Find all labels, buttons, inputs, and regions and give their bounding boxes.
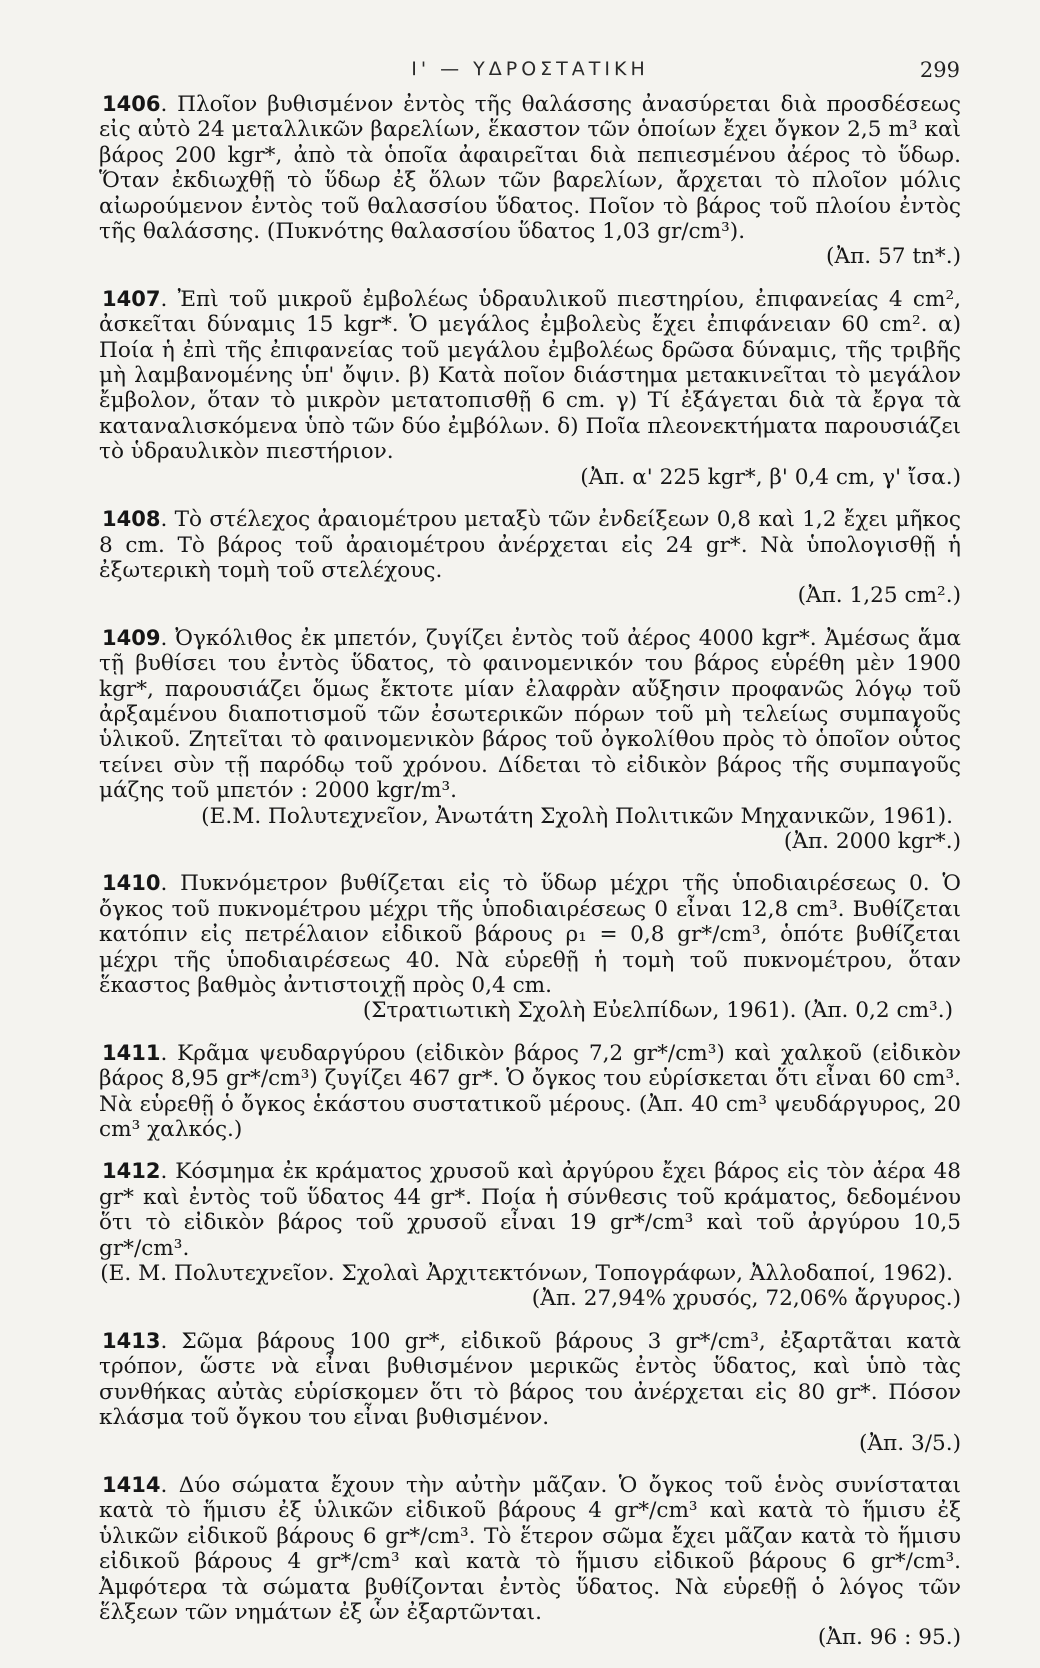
problem-text: 1410. Πυκνόμετρον βυθίζεται εἰς τὸ ὕδωρ μέχρι τῆς ὑποδιαιρέσεως 0. Ὁ ὄγκος τοῦ πυκνομέτρου μέχρι τῆς ὑποδιαιρέσεως 0 εἶναι 12,8 cm³. Βυθίζεται κατόπιν εἰς πετρέλαιον εἰδικοῦ βάρους ρ₁ = 0,8 gr*/cm³, ὁπότε βυθίζεται μέχρι τῆς ὑποδιαιρέσεως 40. Νὰ εὑρεθῇ ἡ τομὴ τοῦ πυκνομέτρου, ὅταν ἕκαστος βαθμὸς ἀντιστοιχῇ πρὸς 0,4 cm. — [99, 871, 961, 998]
answer: (Ἀπ. 2000 kgr*.) — [783, 828, 961, 854]
source-reference — [99, 998, 961, 1023]
problem-text: 1406. Πλοῖον βυθισμένον ἐντὸς τῆς θαλάσσης ἀνασύρεται διὰ προσδέσεως εἰς αὐτὸ 24 μεταλλικῶν βαρελίων, ἕκαστον τῶν ὁποίων ἔχει ὄγκον 2,5 m³ καὶ βάρος 200 kgr*, ἀπὸ τὰ ὁποῖα ἀφαιρεῖται διὰ πεπιεσμένου ἀέρος τὸ ὕδωρ. Ὅταν ἐκδιωχθῇ τὸ ὕδωρ ἐξ ὅλων τῶν βαρελίων, ἄρχεται τὸ πλοῖον μόλις αἰωρούμενον ἐντὸς τοῦ θαλασσίου ὕδατος. Ποῖον τὸ βάρος τοῦ πλοίου ἐντὸς τῆς θαλάσσης. (Πυκνότης θαλασσίου ὕδατος 1,03 gr/cm³). — [99, 92, 962, 245]
answer: (Ἀπ. 27,94% χρυσός, 72,06% ἄργυρος.) — [531, 1286, 961, 1312]
problem-number: 1408 — [102, 507, 161, 532]
problem-body: Κρᾶμα ψευδαργύρου (εἰδικὸν βάρος 7,2 gr*/cm³) καὶ χαλκοῦ (εἰδικὸν βάρος 8,95 gr*/cm³) ζυγίζει 467 gr*. Ὁ ὄγκος του εὑρίσκεται ὅτι εἶναι 60 cm³. Νὰ εὑρεθῇ ὁ ὄγκος ἑκάστου συστατικοῦ μέρους. — [99, 1040, 961, 1117]
answer: (Ἀπ. α' 225 kgr*, β' 0,4 cm, γ' ἴσα.) — [580, 464, 961, 490]
problem-1412 — [99, 1159, 961, 1311]
problem-number: 1407 — [102, 286, 161, 311]
problem-text: 1413. Σῶμα βάρους 100 gr*, εἰδικοῦ βάρους 3 gr*/cm³, ἐξαρτᾶται κατὰ τρόπον, ὥστε νὰ εἶναι βυθισμένον μερικῶς ἐντὸς ὕδατος, καὶ ὑπὸ τὰς συνθήκας αὐτὰς εὑρίσκομεν ὅτι τὸ βάρος του ἀνέρχεται εἰς 80 gr*. Πόσον κλάσμα τοῦ ὄγκου του εἶναι βυθισμένον. — [99, 1328, 961, 1431]
problem-text: 1409. Ὀγκόλιθος ἐκ μπετόν, ζυγίζει ἐντὸς τοῦ ἀέρος 4000 kgr*. Ἀμέσως ἅμα τῇ βυθίσει του ἐντὸς ὕδατος, τὸ φαινομενικόν του βάρος εὑρέθη μὲν 1900 kgr*, παρουσιάζει ὅμως ἔκτοτε μίαν ἐλαφρὰν αὔξησιν προφανῶς λόγῳ τοῦ ἀρξαμένου διαποτισμοῦ τῶν ἐσωτερικῶν πόρων τοῦ μὴ τελείως συμπαγοῦς ὑλικοῦ. Ζητεῖται τὸ φαινομενικὸν βάρος τοῦ ὀγκολίθου πρὸς τὸ ὁποῖον οὗτος τείνει σὺν τῇ παρόδῳ τοῦ χρόνου. Δίδεται τὸ εἰδικὸν βάρος τῆς συμπαγοῦς μάζης τοῦ μπετόν : 2000 kgr/m³. — [99, 625, 961, 804]
problem-1410 — [99, 871, 961, 1023]
problem-text: 1412. Κόσμημα ἐκ κράματος χρυσοῦ καὶ ἀργύρου ἔχει βάρος εἰς τὸν ἀέρα 48 gr* καὶ ἐντὸς τοῦ ὕδατος 44 gr*. Ποία ἡ σύνθεσις τοῦ κράματος, δεδομένου ὅτι τὸ εἰδικὸν βάρος τοῦ χρυσοῦ εἶναι 19 gr*/cm³ καὶ τοῦ ἀργύρου 10,5 gr*/cm³. — [99, 1159, 961, 1261]
problem-text: 1414. Δύο σώματα ἔχουν τὴν αὐτὴν μᾶζαν. Ὁ ὄγκος τοῦ ἑνὸς συνίσταται κατὰ τὸ ἥμισυ ἐξ ὑλικῶν εἰδικοῦ βάρους 4 gr*/cm³ καὶ κατὰ τὸ ἥμισυ ἐξ ὑλικῶν εἰδικοῦ βάρους 6 gr*/cm³. Τὸ ἕτερον σῶμα ἔχει μᾶζαν κατὰ τὸ ἥμισυ εἰδικοῦ βάρους 4 gr*/cm³ καὶ κατὰ τὸ ἥμισυ εἰδικοῦ βάρους 6 gr*/cm³. Ἀμφότερα τὰ σώματα βυθίζονται ἐντὸς ὕδατος. Νὰ εὑρεθῇ ὁ λόγος τῶν ἕλξεων τῶν νημάτων ἐξ ὧν ἐξαρτῶνται. — [99, 1472, 961, 1625]
page-body — [99, 92, 961, 1668]
problem-body: Κόσμημα ἐκ κράματος χρυσοῦ καὶ ἀργύρου ἔχει βάρος εἰς τὸν ἀέρα 48 gr* καὶ ἐντὸς τοῦ ὕδατος 44 gr*. Ποία ἡ σύνθεσις τοῦ κράματος, δεδομένου ὅτι τὸ εἰδικὸν βάρος τοῦ χρυσοῦ εἶναι 19 gr*/cm³ καὶ τοῦ ἀργύρου 10,5 gr*/cm³. — [99, 1159, 961, 1261]
source-reference: (Ε.Μ. Πολυτεχνεῖον, Ἀνωτάτη Σχολὴ Πολιτικῶν Μηχανικῶν, 1961). — [201, 803, 953, 829]
answer: (Ἀπ. 1,25 cm².) — [797, 583, 961, 609]
problem-body: Τὸ στέλεχος ἀραιομέτρου μεταξὺ τῶν ἐνδείξεων 0,8 καὶ 1,2 ἔχει μῆκος 8 cm. Τὸ βάρος τοῦ ἀραιομέτρου ἀνέρχεται εἰς 24 gr*. Νὰ ὑπολογισθῇ ἡ ἐξωτερικὴ τομὴ τοῦ στελέχους. — [99, 507, 961, 583]
problem-text: 1407. Ἐπὶ τοῦ μικροῦ ἐμβολέως ὑδραυλικοῦ πιεστηρίου, ἐπιφανείας 4 cm², ἀσκεῖται δύναμις 15 kgr*. Ὁ μεγάλος ἐμβολεὺς ἔχει ἐπιφάνειαν 60 cm². α) Ποία ἡ ἐπὶ τῆς ἐπιφανείας τοῦ μεγάλου ἐμβολέως δρῶσα δύναμις, τῆς τριβῆς μὴ λαμβανομένης ὑπ' ὄψιν. β) Κατὰ ποῖον διάστημα μετακινεῖται τὸ μεγάλον ἔμβολον, ὅταν τὸ μικρὸν μετατοπισθῇ 6 cm. γ) Τί ἐξάγεται διὰ τὰ ἔργα τὰ καταναλισκόμενα ὑπὸ τῶν δύο ἐμβόλων. δ) Ποῖα πλεονεκτήματα παρουσιάζει τὸ ὑδραυλικὸν πιεστήριον. — [99, 286, 961, 465]
problem-1409 — [99, 626, 961, 855]
answer: (Ἀπ. 40 cm³ ψευδάργυρος, 20 cm³ χαλκός.) — [99, 1091, 961, 1143]
problem-body: Σῶμα βάρους 100 gr*, εἰδικοῦ βάρους 3 gr*/cm³, ἐξαρτᾶται κατὰ τρόπον, ὥστε νὰ εἶναι βυθισμένον μερικῶς ἐντὸς ὕδατος, καὶ ὑπὸ τὰς συνθήκας αὐτὰς εὑρίσκομεν ὅτι τὸ βάρος του ἀνέρχεται εἰς 80 gr*. Πόσον κλάσμα τοῦ ὄγκου του εἶναι βυθισμένον. — [99, 1328, 961, 1431]
page-number: 299 — [919, 58, 960, 82]
problem-body: Ἐπὶ τοῦ μικροῦ ἐμβολέως ὑδραυλικοῦ πιεστηρίου, ἐπιφανείας 4 cm², ἀσκεῖται δύναμις 15 kgr*. Ὁ μεγάλος ἐμβολεὺς ἔχει ἐπιφάνειαν 60 cm². α) Ποία ἡ ἐπὶ τῆς ἐπιφανείας τοῦ μεγάλου ἐμβολέως δρῶσα δύναμις, τῆς τριβῆς μὴ λαμβανομένης ὑπ' ὄψιν. β) Κατὰ ποῖον διάστημα μετακινεῖται τὸ μεγάλον ἔμβολον, ὅταν τὸ μικρὸν μετατοπισθῇ 6 cm. γ) Τί ἐξάγεται διὰ τὰ ἔργα τὰ καταναλισκόμενα ὑπὸ τῶν δύο ἐμβόλων. δ) Ποῖα πλεονεκτήματα παρουσιάζει τὸ ὑδραυλικὸν πιεστήριον. — [99, 286, 961, 465]
problem-1408 — [99, 507, 961, 609]
problem-number: 1409 — [102, 625, 161, 650]
answer: (Ἀπ. 0,2 cm³.) — [803, 998, 953, 1024]
problem-body: Δύο σώματα ἔχουν τὴν αὐτὴν μᾶζαν. Ὁ ὄγκος τοῦ ἑνὸς συνίσταται κατὰ τὸ ἥμισυ ἐξ ὑλικῶν εἰδικοῦ βάρους 4 gr*/cm³ καὶ κατὰ τὸ ἥμισυ ἐξ ὑλικῶν εἰδικοῦ βάρους 6 gr*/cm³. Τὸ ἕτερον σῶμα ἔχει μᾶζαν κατὰ τὸ ἥμισυ εἰδικοῦ βάρους 4 gr*/cm³ καὶ κατὰ τὸ ἥμισυ εἰδικοῦ βάρους 6 gr*/cm³. Ἀμφότερα τὰ σώματα βυθίζονται ἐντὸς ὕδατος. Νὰ εὑρεθῇ ὁ λόγος τῶν ἕλξεων τῶν νημάτων ἐξ ὧν ἐξαρτῶνται. — [99, 1472, 961, 1625]
problem-body: Πυκνόμετρον βυθίζεται εἰς τὸ ὕδωρ μέχρι τῆς ὑποδιαιρέσεως 0. Ὁ ὄγκος τοῦ πυκνομέτρου μέχρι τῆς ὑποδιαιρέσεως 0 εἶναι 12,8 cm³. Βυθίζεται κατόπιν εἰς πετρέλαιον εἰδικοῦ βάρους ρ₁ = 0,8 gr*/cm³, ὁπότε βυθίζεται μέχρι τῆς ὑποδιαιρέσεως 40. Νὰ εὑρεθῇ ἡ τομὴ τοῦ πυκνομέτρου, ὅταν ἕκαστος βαθμὸς ἀντιστοιχῇ πρὸς 0,4 cm. — [99, 871, 961, 998]
problem-body: Πλοῖον βυθισμένον ἐντὸς τῆς θαλάσσης ἀνασύρεται διὰ προσδέσεως εἰς αὐτὸ 24 μεταλλικῶν βαρελίων, ἕκαστον τῶν ὁποίων ἔχει ὄγκον 2,5 m³ καὶ βάρος 200 kgr*, ἀπὸ τὰ ὁποῖα ἀφαιρεῖται διὰ πεπιεσμένου ἀέρος τὸ ὕδωρ. Ὅταν ἐκδιωχθῇ τὸ ὕδωρ ἐξ ὅλων τῶν βαρελίων, ἄρχεται τὸ πλοῖον μόλις αἰωρούμενον ἐντὸς τοῦ θαλασσίου ὕδατος. Ποῖον τὸ βάρος τοῦ πλοίου ἐντὸς τῆς θαλάσσης. (Πυκνότης θαλασσίου ὕδατος 1,03 gr/cm³). — [99, 92, 962, 245]
problem-number: 1414 — [102, 1472, 161, 1497]
problem-1406 — [99, 92, 961, 270]
problem-text: 1411. Κρᾶμα ψευδαργύρου (εἰδικὸν βάρος 7,2 gr*/cm³) καὶ χαλκοῦ (εἰδικὸν βάρος 8,95 gr*/cm³) ζυγίζει 467 gr*. Ὁ ὄγκος του εὑρίσκεται ὅτι εἶναι 60 cm³. Νὰ εὑρεθῇ ὁ ὄγκος ἑκάστου συστατικοῦ μέρους. (Ἀπ. 40 cm³ ψευδάργυρος, 20 cm³ χαλκός.) — [99, 1040, 961, 1143]
answer: (Ἀπ. 57 tn*.) — [826, 244, 961, 270]
problem-number: 1411 — [102, 1040, 161, 1065]
problem-number: 1410 — [102, 871, 161, 896]
problem-1413 — [99, 1329, 961, 1456]
answer: (Ἀπ. 3/5.) — [859, 1430, 961, 1456]
problem-text: 1408. Τὸ στέλεχος ἀραιομέτρου μεταξὺ τῶν ἐνδείξεων 0,8 καὶ 1,2 ἔχει μῆκος 8 cm. Τὸ βάρος τοῦ ἀραιομέτρου ἀνέρχεται εἰς 24 gr*. Νὰ ὑπολογισθῇ ἡ ἐξωτερικὴ τομὴ τοῦ στελέχους. — [99, 507, 961, 583]
problem-body: Ὀγκόλιθος ἐκ μπετόν, ζυγίζει ἐντὸς τοῦ ἀέρος 4000 kgr*. Ἀμέσως ἅμα τῇ βυθίσει του ἐντὸς ὕδατος, τὸ φαινομενικόν του βάρος εὑρέθη μὲν 1900 kgr*, παρουσιάζει ὅμως ἔκτοτε μίαν ἐλαφρὰν αὔξησιν προφανῶς λόγῳ τοῦ ἀρξαμένου διαποτισμοῦ τῶν ἐσωτερικῶν πόρων τοῦ μὴ τελείως συμπαγοῦς ὑλικοῦ. Ζητεῖται τὸ φαινομενικὸν βάρος τοῦ ὀγκολίθου πρὸς τὸ ὁποῖον οὗτος τείνει σὺν τῇ παρόδῳ τοῦ χρόνου. Δίδεται τὸ εἰδικὸν βάρος τῆς συμπαγοῦς μάζης τοῦ μπετόν : 2000 kgr/m³. — [99, 625, 961, 804]
problem-1407 — [99, 287, 961, 490]
problem-number: 1413 — [102, 1328, 161, 1353]
source-reference: (Ε. Μ. Πολυτεχνεῖον. Σχολαὶ Ἀρχιτεκτόνων, Τοπογράφων, Ἀλλοδαποί, 1962). — [100, 1261, 953, 1287]
source-text: (Στρατιωτικὴ Σχολὴ Εὐελπίδων, 1961). — [362, 998, 797, 1024]
answer: (Ἀπ. 96 : 95.) — [817, 1625, 961, 1651]
chapter-title: Ι' — ΥΔΡΟΣΤΑΤΙΚΗ — [411, 58, 649, 80]
problem-number: 1406 — [102, 92, 161, 116]
problem-number: 1412 — [102, 1159, 161, 1184]
problem-1411 — [99, 1041, 961, 1143]
running-header — [100, 50, 960, 90]
